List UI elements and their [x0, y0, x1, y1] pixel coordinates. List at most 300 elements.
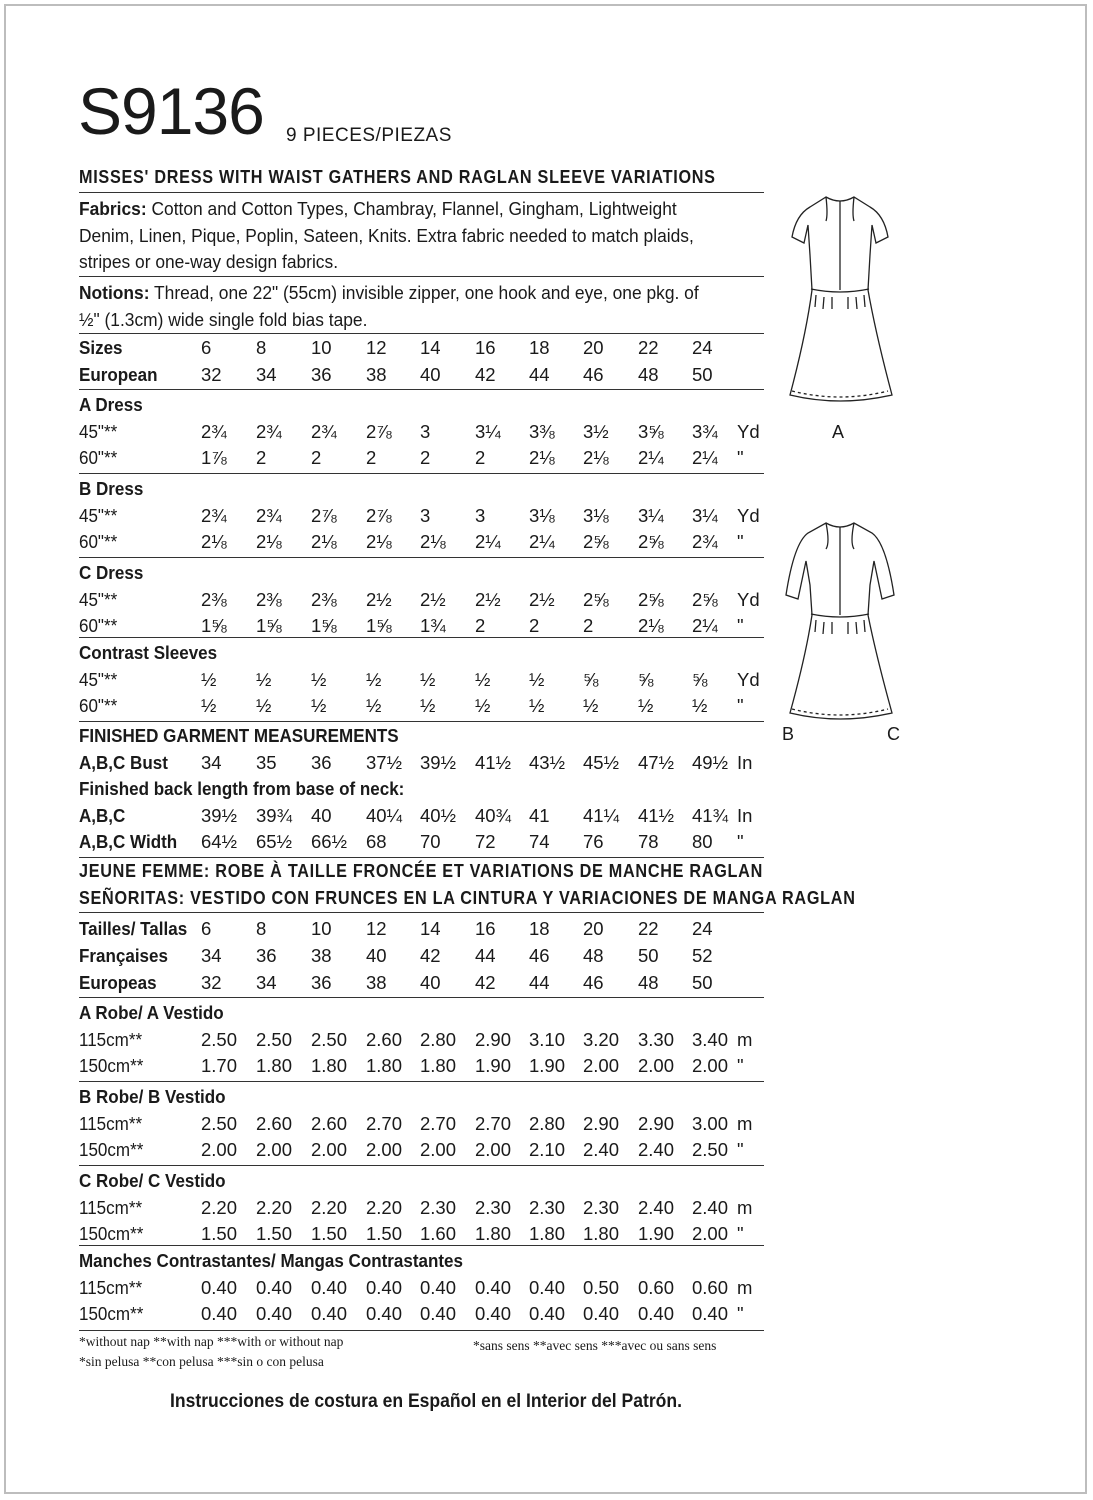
- table-cell: 20: [583, 918, 604, 939]
- table-cell: 2.00: [692, 1055, 729, 1076]
- section-title: B Robe/ B Vestido: [79, 1086, 226, 1107]
- table-cell: ½: [201, 695, 217, 716]
- table-cell: 1.60: [420, 1223, 457, 1244]
- table-cell: 14: [420, 337, 441, 358]
- table-cell: 3.40: [692, 1029, 729, 1050]
- table-cell: 2.70: [475, 1113, 512, 1134]
- table-cell: 3.20: [583, 1029, 620, 1050]
- table-cell: 2.70: [366, 1113, 403, 1134]
- table-cell: 43½: [529, 752, 566, 773]
- table-cell: 2¼: [529, 531, 555, 552]
- table-cell: 36: [256, 945, 277, 966]
- table-cell: 42: [475, 972, 496, 993]
- unit-label: ": [737, 1303, 744, 1324]
- unit-label: ": [737, 531, 744, 552]
- table-cell: 2¾: [256, 505, 282, 526]
- table-cell: 3¾: [692, 421, 718, 442]
- table-cell: 42: [420, 945, 441, 966]
- section-title: FINISHED GARMENT MEASUREMENTS: [79, 725, 399, 746]
- table-cell: 0.40: [638, 1303, 675, 1324]
- divider: [79, 1165, 764, 1166]
- dress-a-illustration: [780, 185, 900, 410]
- row-label: 45"**: [79, 505, 118, 526]
- table-cell: 2.20: [311, 1197, 348, 1218]
- table-cell: 1.80: [583, 1223, 620, 1244]
- table-cell: 10: [311, 918, 332, 939]
- table-cell: 2⅜: [201, 589, 227, 610]
- row-label: European: [79, 364, 158, 385]
- divider: [79, 857, 764, 858]
- table-cell: 46: [529, 945, 550, 966]
- row-label: 115cm**: [79, 1277, 143, 1298]
- table-cell: 39½: [201, 805, 238, 826]
- table-cell: 2.50: [201, 1113, 238, 1134]
- table-cell: 2.40: [638, 1139, 675, 1160]
- table-cell: 50: [692, 364, 713, 385]
- table-cell: 32: [201, 364, 222, 385]
- table-cell: 2⅝: [692, 589, 718, 610]
- row-label: 60"**: [79, 615, 118, 636]
- table-cell: 6: [201, 337, 212, 358]
- table-cell: 3: [420, 505, 431, 526]
- table-cell: 1.80: [420, 1055, 457, 1076]
- table-cell: 2.20: [201, 1197, 238, 1218]
- section-title: A Dress: [79, 394, 143, 415]
- unit-label: ": [737, 1139, 744, 1160]
- table-cell: 1¾: [420, 615, 446, 636]
- table-cell: 16: [475, 337, 496, 358]
- table-cell: 3⅛: [583, 505, 609, 526]
- unit-label: ": [737, 615, 744, 636]
- divider: [79, 1081, 764, 1082]
- table-cell: 2⅛: [583, 447, 609, 468]
- row-label: Sizes: [79, 337, 123, 358]
- table-cell: 41¾: [692, 805, 729, 826]
- table-cell: 2½: [420, 589, 446, 610]
- table-cell: 0.40: [529, 1303, 566, 1324]
- table-cell: 2⅛: [311, 531, 337, 552]
- unit-label: m: [737, 1029, 753, 1050]
- table-cell: 2.50: [692, 1139, 729, 1160]
- table-cell: 2⅛: [366, 531, 392, 552]
- table-cell: 2.80: [529, 1113, 566, 1134]
- table-cell: 52: [692, 945, 713, 966]
- table-cell: 2.30: [420, 1197, 457, 1218]
- table-cell: 14: [420, 918, 441, 939]
- table-cell: 18: [529, 918, 550, 939]
- divider: [79, 721, 764, 722]
- table-cell: 76: [583, 831, 604, 852]
- table-cell: 2⅜: [256, 589, 282, 610]
- notions-paragraph: [79, 280, 723, 333]
- section-title: C Robe/ C Vestido: [79, 1170, 226, 1191]
- table-cell: 2.60: [311, 1113, 348, 1134]
- table-cell: 3: [475, 505, 486, 526]
- table-cell: 0.40: [420, 1303, 457, 1324]
- table-cell: ½: [201, 669, 217, 690]
- unit-label: ": [737, 831, 744, 852]
- table-cell: 22: [638, 337, 659, 358]
- table-cell: ½: [475, 695, 491, 716]
- table-cell: ½: [638, 695, 654, 716]
- divider: [79, 1245, 764, 1246]
- table-cell: 2½: [475, 589, 501, 610]
- table-cell: ⅝: [692, 669, 708, 690]
- table-cell: 40¼: [366, 805, 403, 826]
- row-label: 45"**: [79, 421, 118, 442]
- table-cell: 49½: [692, 752, 729, 773]
- table-cell: 2¾: [201, 421, 227, 442]
- table-cell: 2⅞: [366, 421, 392, 442]
- table-cell: 46: [583, 972, 604, 993]
- section-title: C Dress: [79, 562, 144, 583]
- fabrics-paragraph: [79, 196, 723, 276]
- table-cell: 2: [475, 615, 486, 636]
- divider: [79, 557, 764, 558]
- row-label: A,B,C: [79, 805, 126, 826]
- table-cell: 3: [420, 421, 431, 442]
- table-cell: 2.30: [583, 1197, 620, 1218]
- table-cell: 40: [366, 945, 387, 966]
- table-cell: 8: [256, 918, 267, 939]
- table-cell: ½: [420, 669, 436, 690]
- table-cell: 2¾: [201, 505, 227, 526]
- table-cell: 40: [420, 972, 441, 993]
- table-cell: 2¼: [692, 447, 718, 468]
- table-cell: 2.00: [583, 1055, 620, 1076]
- row-label: Tailles/ Tallas: [79, 918, 188, 939]
- table-cell: 22: [638, 918, 659, 939]
- table-cell: 2.90: [638, 1113, 675, 1134]
- table-cell: 50: [692, 972, 713, 993]
- table-cell: 2: [311, 447, 322, 468]
- table-cell: 44: [529, 972, 550, 993]
- table-cell: ½: [420, 695, 436, 716]
- table-cell: 41¼: [583, 805, 620, 826]
- table-cell: 2¼: [475, 531, 501, 552]
- row-label: 150cm**: [79, 1303, 144, 1324]
- table-cell: ½: [366, 695, 382, 716]
- table-cell: 32: [201, 972, 222, 993]
- unit-label: Yd: [737, 421, 760, 442]
- table-cell: ½: [529, 695, 545, 716]
- row-label: A,B,C Bust: [79, 752, 168, 773]
- table-cell: 12: [366, 918, 387, 939]
- table-cell: 2⅞: [311, 505, 337, 526]
- table-cell: 0.40: [529, 1277, 566, 1298]
- table-cell: 2¼: [692, 615, 718, 636]
- row-label: 150cm**: [79, 1139, 144, 1160]
- table-cell: 2.30: [475, 1197, 512, 1218]
- table-cell: 1⅝: [311, 615, 337, 636]
- table-cell: 0.40: [475, 1303, 512, 1324]
- table-cell: 1.50: [201, 1223, 238, 1244]
- table-cell: ½: [311, 695, 327, 716]
- unit-label: Yd: [737, 669, 760, 690]
- table-cell: 36: [311, 972, 332, 993]
- figure-label-c: C: [887, 724, 900, 744]
- row-label: 115cm**: [79, 1029, 143, 1050]
- table-cell: 2.50: [201, 1029, 238, 1050]
- table-cell: 1.50: [256, 1223, 293, 1244]
- table-cell: 1.80: [475, 1223, 512, 1244]
- table-cell: 2⅛: [529, 447, 555, 468]
- table-cell: 8: [256, 337, 267, 358]
- table-cell: 2: [366, 447, 377, 468]
- table-cell: 40: [420, 364, 441, 385]
- table-cell: 2.40: [583, 1139, 620, 1160]
- footnote-french: *sans sens **avec sens ***avec ou sans sens: [473, 1338, 717, 1353]
- table-cell: 34: [256, 364, 277, 385]
- table-cell: 40: [311, 805, 332, 826]
- notions-text: Thread, one 22" (55cm) invisible zipper, one hook and eye, one pkg. of ½" (1.3cm) wide single fold bias tape.: [79, 282, 699, 330]
- table-cell: 1⅝: [256, 615, 282, 636]
- table-cell: ½: [256, 669, 272, 690]
- section-title: Contrast Sleeves: [79, 642, 218, 663]
- section-title: A Robe/ A Vestido: [79, 1002, 224, 1023]
- row-label: 150cm**: [79, 1223, 144, 1244]
- table-cell: 1.90: [638, 1223, 675, 1244]
- divider: [79, 1330, 764, 1331]
- table-cell: 3⅛: [529, 505, 555, 526]
- table-cell: 24: [692, 918, 713, 939]
- table-cell: ½: [583, 695, 599, 716]
- table-cell: 2.00: [475, 1139, 512, 1160]
- table-cell: 50: [638, 945, 659, 966]
- table-cell: 34: [201, 752, 222, 773]
- table-cell: 2.40: [638, 1197, 675, 1218]
- table-cell: 2: [420, 447, 431, 468]
- table-cell: 0.40: [311, 1277, 348, 1298]
- table-cell: 0.40: [366, 1303, 403, 1324]
- unit-label: m: [737, 1277, 753, 1298]
- table-cell: ½: [475, 669, 491, 690]
- table-cell: 38: [366, 972, 387, 993]
- row-label: 150cm**: [79, 1055, 144, 1076]
- table-cell: 2.00: [256, 1139, 293, 1160]
- unit-label: m: [737, 1113, 753, 1134]
- table-cell: 41: [529, 805, 550, 826]
- table-cell: ½: [529, 669, 545, 690]
- footnote-english: *without nap **with nap ***with or without nap: [79, 1334, 344, 1349]
- unit-label: ": [737, 1055, 744, 1076]
- divider: [79, 997, 764, 998]
- unit-label: Yd: [737, 505, 760, 526]
- table-cell: 0.40: [475, 1277, 512, 1298]
- table-cell: 0.40: [256, 1277, 293, 1298]
- table-cell: 46: [583, 364, 604, 385]
- table-cell: 66½: [311, 831, 348, 852]
- table-cell: 2.20: [256, 1197, 293, 1218]
- table-cell: 2⅛: [201, 531, 227, 552]
- table-cell: 0.40: [201, 1303, 238, 1324]
- table-cell: 0.40: [692, 1303, 729, 1324]
- table-cell: 36: [311, 364, 332, 385]
- table-cell: 2.00: [420, 1139, 457, 1160]
- divider: [79, 473, 764, 474]
- table-cell: 3½: [583, 421, 609, 442]
- table-cell: 6: [201, 918, 212, 939]
- table-cell: 2⅝: [638, 531, 664, 552]
- table-cell: ½: [366, 669, 382, 690]
- table-cell: 48: [638, 972, 659, 993]
- table-cell: 38: [311, 945, 332, 966]
- table-cell: 72: [475, 831, 496, 852]
- table-cell: 3¼: [475, 421, 501, 442]
- unit-label: ": [737, 1223, 744, 1244]
- table-cell: 2.70: [420, 1113, 457, 1134]
- table-cell: 39¾: [256, 805, 293, 826]
- row-label: 45"**: [79, 669, 118, 690]
- table-cell: 40½: [420, 805, 457, 826]
- fabrics-label: Fabrics:: [79, 198, 147, 219]
- unit-label: ": [737, 695, 744, 716]
- table-cell: ⅝: [583, 669, 599, 690]
- table-cell: 2.60: [366, 1029, 403, 1050]
- table-cell: 2⅝: [638, 589, 664, 610]
- row-label: Europeas: [79, 972, 157, 993]
- table-cell: 0.40: [256, 1303, 293, 1324]
- fabrics-text: Cotton and Cotton Types, Chambray, Flannel, Gingham, Lightweight Denim, Linen, Pique, Poplin, Sateen, Knits. Extra fabric needed to match plaids, stripes or one-way design fabrics.: [79, 198, 694, 272]
- section-title: Finished back length from base of neck:: [79, 778, 405, 799]
- table-cell: 1.70: [201, 1055, 238, 1076]
- table-cell: 0.40: [201, 1277, 238, 1298]
- table-cell: 2⅜: [311, 589, 337, 610]
- table-cell: 2.00: [692, 1223, 729, 1244]
- unit-label: ": [737, 447, 744, 468]
- table-cell: 70: [420, 831, 441, 852]
- row-label: 60"**: [79, 531, 118, 552]
- table-cell: 24: [692, 337, 713, 358]
- table-cell: 2.00: [311, 1139, 348, 1160]
- table-cell: 2.00: [638, 1055, 675, 1076]
- table-cell: 18: [529, 337, 550, 358]
- table-cell: 2.00: [201, 1139, 238, 1160]
- table-cell: ½: [692, 695, 708, 716]
- table-cell: 1.90: [475, 1055, 512, 1076]
- table-cell: 48: [638, 364, 659, 385]
- table-cell: 64½: [201, 831, 238, 852]
- table-cell: 44: [529, 364, 550, 385]
- table-cell: 1.90: [529, 1055, 566, 1076]
- table-cell: 2.50: [311, 1029, 348, 1050]
- table-cell: 2.30: [529, 1197, 566, 1218]
- table-cell: 2⅝: [583, 531, 609, 552]
- spanish-title: SEÑORITAS: VESTIDO CON FRUNCES EN LA CINTURA Y VARIACIONES DE MANGA RAGLAN: [79, 888, 856, 908]
- table-cell: 1.50: [311, 1223, 348, 1244]
- table-cell: 2.80: [420, 1029, 457, 1050]
- table-cell: 2⅛: [420, 531, 446, 552]
- table-cell: 1.50: [366, 1223, 403, 1244]
- table-cell: 2: [475, 447, 486, 468]
- table-cell: 78: [638, 831, 659, 852]
- table-cell: 2.90: [583, 1113, 620, 1134]
- table-cell: 0.50: [583, 1277, 620, 1298]
- pattern-title: MISSES' DRESS WITH WAIST GATHERS AND RAGLAN SLEEVE VARIATIONS: [79, 167, 716, 187]
- table-cell: 2⅛: [256, 531, 282, 552]
- unit-label: Yd: [737, 589, 760, 610]
- table-cell: 2.20: [366, 1197, 403, 1218]
- table-cell: 2¾: [692, 531, 718, 552]
- table-cell: 3¼: [692, 505, 718, 526]
- divider: [79, 912, 764, 913]
- table-cell: 40¾: [475, 805, 512, 826]
- table-cell: 44: [475, 945, 496, 966]
- table-cell: 2¾: [311, 421, 337, 442]
- table-cell: 42: [475, 364, 496, 385]
- unit-label: m: [737, 1197, 753, 1218]
- pieces-count: 9 PIECES/PIEZAS: [286, 125, 452, 146]
- table-cell: 12: [366, 337, 387, 358]
- table-cell: 2½: [366, 589, 392, 610]
- table-cell: 3⅝: [638, 421, 664, 442]
- figure-label-b: B: [782, 724, 795, 744]
- row-label: Françaises: [79, 945, 168, 966]
- row-label: A,B,C Width: [79, 831, 178, 852]
- table-cell: 2: [583, 615, 594, 636]
- spanish-instructions: Instrucciones de costura en Español en el Interior del Patrón.: [170, 1390, 683, 1412]
- table-cell: 1.80: [366, 1055, 403, 1076]
- table-cell: 1⅝: [201, 615, 227, 636]
- table-cell: 2.10: [529, 1139, 566, 1160]
- divider: [79, 192, 764, 193]
- table-cell: 41½: [475, 752, 512, 773]
- table-cell: 0.40: [583, 1303, 620, 1324]
- table-cell: 0.40: [311, 1303, 348, 1324]
- table-cell: 3.00: [692, 1113, 729, 1134]
- table-cell: 0.40: [366, 1277, 403, 1298]
- table-cell: 2⅝: [583, 589, 609, 610]
- table-cell: 2.00: [366, 1139, 403, 1160]
- footnote-spanish: *sin pelusa **con pelusa ***sin o con pelusa: [79, 1354, 324, 1369]
- table-cell: 1.80: [311, 1055, 348, 1076]
- table-cell: 2⅛: [638, 615, 664, 636]
- row-label: 45"**: [79, 589, 118, 610]
- table-cell: 3.10: [529, 1029, 566, 1050]
- french-title: JEUNE FEMME: ROBE À TAILLE FRONCÉE ET VARIATIONS DE MANCHE RAGLAN: [79, 861, 764, 881]
- divider: [79, 389, 764, 390]
- table-cell: ½: [256, 695, 272, 716]
- table-cell: 37½: [366, 752, 403, 773]
- table-cell: 3.30: [638, 1029, 675, 1050]
- table-cell: 2¾: [256, 421, 282, 442]
- table-cell: 0.40: [420, 1277, 457, 1298]
- table-cell: 38: [366, 364, 387, 385]
- table-cell: 48: [583, 945, 604, 966]
- table-cell: 34: [256, 972, 277, 993]
- table-cell: ⅝: [638, 669, 654, 690]
- table-cell: 2: [529, 615, 540, 636]
- table-cell: 1⅝: [366, 615, 392, 636]
- table-cell: ½: [311, 669, 327, 690]
- dress-bc-illustration: [780, 515, 900, 725]
- table-cell: 2.90: [475, 1029, 512, 1050]
- table-cell: 1⅞: [201, 447, 227, 468]
- table-cell: 68: [366, 831, 387, 852]
- pattern-number: S9136: [78, 74, 264, 148]
- table-cell: 39½: [420, 752, 457, 773]
- divider: [79, 637, 764, 638]
- table-cell: 16: [475, 918, 496, 939]
- table-cell: 36: [311, 752, 332, 773]
- table-cell: 2¼: [638, 447, 664, 468]
- row-label: 115cm**: [79, 1113, 143, 1134]
- table-cell: 2½: [529, 589, 555, 610]
- table-cell: 1.80: [529, 1223, 566, 1244]
- divider: [79, 276, 764, 277]
- divider: [79, 333, 764, 334]
- table-cell: 2.40: [692, 1197, 729, 1218]
